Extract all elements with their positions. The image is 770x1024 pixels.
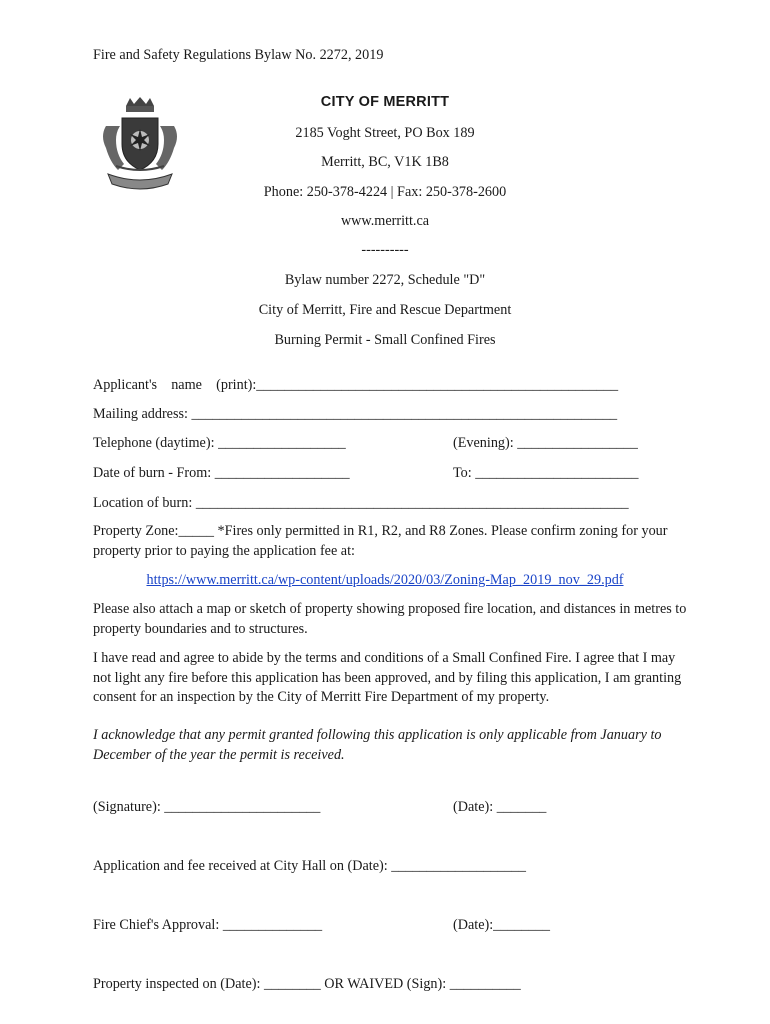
agreement-text: I have read and agree to abide by the terms and conditions of a Small Confined Fire. I agree that I may not light any fire before this application has been approved, and by filing this application, I am granting consent for an inspection by the City of Merritt Fire Department of my property.	[93, 650, 682, 705]
fire-chief-approval-field[interactable]: Fire Chief's Approval: ______________	[93, 917, 323, 933]
website: www.merritt.ca	[340, 213, 430, 229]
telephone-daytime-field[interactable]: Telephone (daytime): __________________	[93, 435, 346, 451]
city-name: CITY OF MERRITT	[320, 94, 450, 110]
burn-date-from-field[interactable]: Date of burn - From: ___________________	[93, 465, 350, 481]
received-date-field[interactable]: Application and fee received at City Hall on (Date): ___________________	[93, 858, 526, 874]
phone-fax: Phone: 250-378-4224 | Fax: 250-378-2600	[263, 184, 507, 200]
city-crest-logo	[96, 96, 184, 196]
divider: ----------	[361, 242, 409, 258]
schedule-title: Bylaw number 2272, Schedule "D"	[284, 272, 486, 288]
fire-chief-date-field[interactable]: (Date):________	[453, 917, 550, 933]
map-instructions: Please also attach a map or sketch of property showing proposed fire location, and distances in metres to property boundaries and to structures.	[93, 601, 687, 637]
department-title: City of Merritt, Fire and Rescue Department	[258, 302, 512, 318]
zoning-map-link[interactable]: https://www.merritt.ca/wp-content/uploads/2020/03/Zoning-Map_2019_nov_29.pdf	[146, 572, 624, 588]
property-zone-text[interactable]: Property Zone:_____ *Fires only permitted in R1, R2, and R8 Zones. Please confirm zoning for your property prior to paying the application fee at:	[93, 523, 668, 559]
burn-location-field[interactable]: Location of burn: _____________________________________________________________	[93, 495, 629, 511]
applicant-name-field[interactable]: Applicant's name (print):___________________________________________________	[93, 377, 619, 393]
mailing-address-field[interactable]: Mailing address: ____________________________________________________________	[93, 406, 618, 422]
city-address: 2185 Voght Street, PO Box 189	[295, 125, 475, 141]
inspection-field[interactable]: Property inspected on (Date): ________ OR WAIVED (Sign): __________	[93, 976, 521, 992]
signature-date-field[interactable]: (Date): _______	[453, 799, 547, 815]
header-bylaw-reference: Fire and Safety Regulations Bylaw No. 2272, 2019	[93, 47, 384, 63]
city-postal: Merritt, BC, V1K 1B8	[321, 154, 449, 170]
acknowledgement-text: I acknowledge that any permit granted following this application is only applicable from January to December of the year the permit is received.	[93, 727, 662, 763]
telephone-evening-field[interactable]: (Evening): _________________	[453, 435, 638, 451]
burn-date-to-field[interactable]: To: _______________________	[453, 465, 639, 481]
signature-field[interactable]: (Signature): ______________________	[93, 799, 321, 815]
permit-title: Burning Permit - Small Confined Fires	[274, 332, 496, 348]
